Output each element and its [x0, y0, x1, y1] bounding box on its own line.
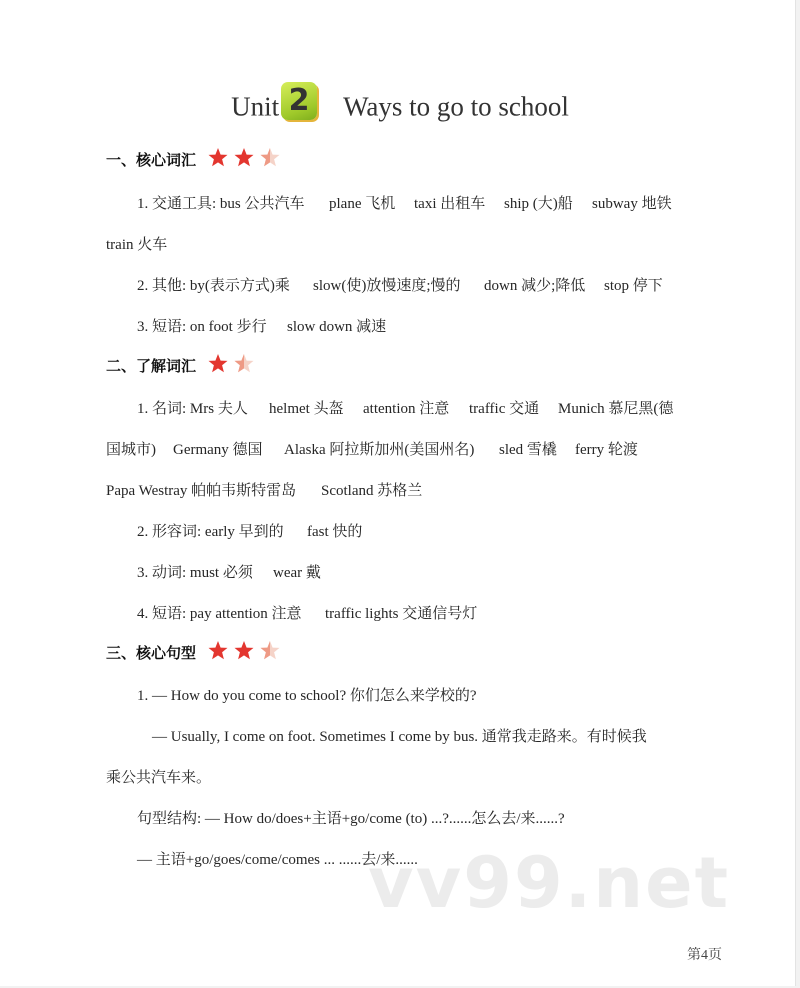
vocab-line — [106, 479, 796, 500]
vocab-item: wear 戴 — [273, 565, 321, 581]
sentence-text: 1. — How do you come to school? 你们怎么来学校的? — [137, 688, 477, 704]
vocab-line — [137, 397, 796, 418]
star-rating — [208, 641, 281, 664]
vocab-item: down 减少;降低 — [484, 278, 586, 294]
vocab-item: train 火车 — [106, 237, 168, 253]
sentence-line — [137, 684, 796, 705]
vocab-line — [137, 520, 796, 541]
vocab-item: Alaska 阿拉斯加州(美国州名) — [284, 442, 475, 458]
vocab-line — [137, 274, 796, 295]
sentence-line — [152, 725, 796, 746]
vocab-item: 3. 动词: must 必须 — [137, 565, 253, 581]
vocab-item: 2. 形容词: early 早到的 — [137, 524, 284, 540]
unit-number-badge — [281, 82, 317, 120]
unit-title — [0, 83, 796, 126]
vocab-item: Scotland 苏格兰 — [321, 483, 423, 499]
vocab-item: Papa Westray 帕帕韦斯特雷岛 — [106, 483, 297, 499]
vocab-line — [137, 561, 796, 582]
star-rating — [208, 148, 281, 171]
half-star-icon — [260, 148, 280, 167]
section-heading-core-sentences — [106, 641, 796, 664]
unit-number: 2 — [288, 83, 310, 118]
vocab-item: taxi 出租车 — [414, 196, 486, 212]
vocab-item: sled 雪橇 — [499, 442, 557, 458]
vocab-item: 4. 短语: pay attention 注意 — [137, 606, 302, 622]
vocab-item: attention 注意 — [363, 401, 450, 417]
section-heading-text: 一、核心词汇 — [106, 151, 197, 169]
vocab-item: fast 快的 — [307, 524, 363, 540]
unit-word: Unit — [231, 91, 280, 122]
sentence-text: 句型结构: — How do/does+主语+go/come (to) ...?......怎么去/来......? — [137, 811, 565, 827]
section-heading-core-vocab — [106, 148, 796, 171]
vocab-item: 1. 名词: Mrs 夫人 — [137, 401, 248, 417]
vocab-item: traffic 交通 — [469, 401, 540, 417]
vocab-item: Germany 德国 — [173, 442, 263, 458]
section-heading-text: 二、了解词汇 — [106, 357, 197, 375]
star-rating — [208, 354, 255, 377]
vocab-line — [137, 602, 796, 623]
vocab-item: 1. 交通工具: bus 公共汽车 — [137, 196, 305, 212]
watermark: vv99.net — [368, 842, 731, 924]
vocab-item: stop 停下 — [604, 278, 663, 294]
section-heading-know-vocab — [106, 354, 796, 377]
vocab-item: helmet 头盔 — [269, 401, 344, 417]
star-icon — [234, 148, 254, 167]
vocab-line — [106, 438, 796, 459]
page-number: 第4页 — [687, 948, 722, 963]
sentence-line — [106, 766, 796, 787]
sentence-text: 乘公共汽车来。 — [106, 770, 212, 786]
unit-subject: Ways to go to school — [343, 91, 569, 122]
vocab-item: traffic lights 交通信号灯 — [325, 606, 478, 622]
vocab-item: 3. 短语: on foot 步行 — [137, 319, 267, 335]
half-star-icon — [260, 641, 280, 660]
vocab-item: subway 地铁 — [592, 196, 672, 212]
vocab-line — [137, 315, 796, 336]
vocab-item: 2. 其他: by(表示方式)乘 — [137, 278, 290, 294]
vocab-item: plane 飞机 — [329, 196, 396, 212]
section-heading-text: 三、核心句型 — [106, 644, 197, 662]
vocab-item: ship (大)船 — [504, 196, 573, 212]
vocab-item: ferry 轮渡 — [575, 442, 638, 458]
vocab-item: Munich 慕尼黑(德 — [558, 401, 674, 417]
vocab-item: slow down 减速 — [287, 319, 387, 335]
sentence-text: — Usually, I come on foot. Sometimes I come by bus. 通常我走路来。有时候我 — [152, 729, 647, 745]
star-icon — [208, 354, 228, 373]
sentence-text: — 主语+go/goes/come/comes ... ......去/来...... — [137, 852, 418, 868]
star-icon — [234, 641, 254, 660]
star-icon — [208, 641, 228, 660]
star-icon — [208, 148, 228, 167]
vocab-item: 国城市) — [106, 442, 156, 458]
half-star-icon — [234, 354, 254, 373]
vocab-line — [106, 233, 796, 254]
sentence-line — [137, 807, 796, 828]
vocab-item: slow(使)放慢速度;慢的 — [313, 278, 461, 294]
vocab-line — [137, 192, 796, 213]
